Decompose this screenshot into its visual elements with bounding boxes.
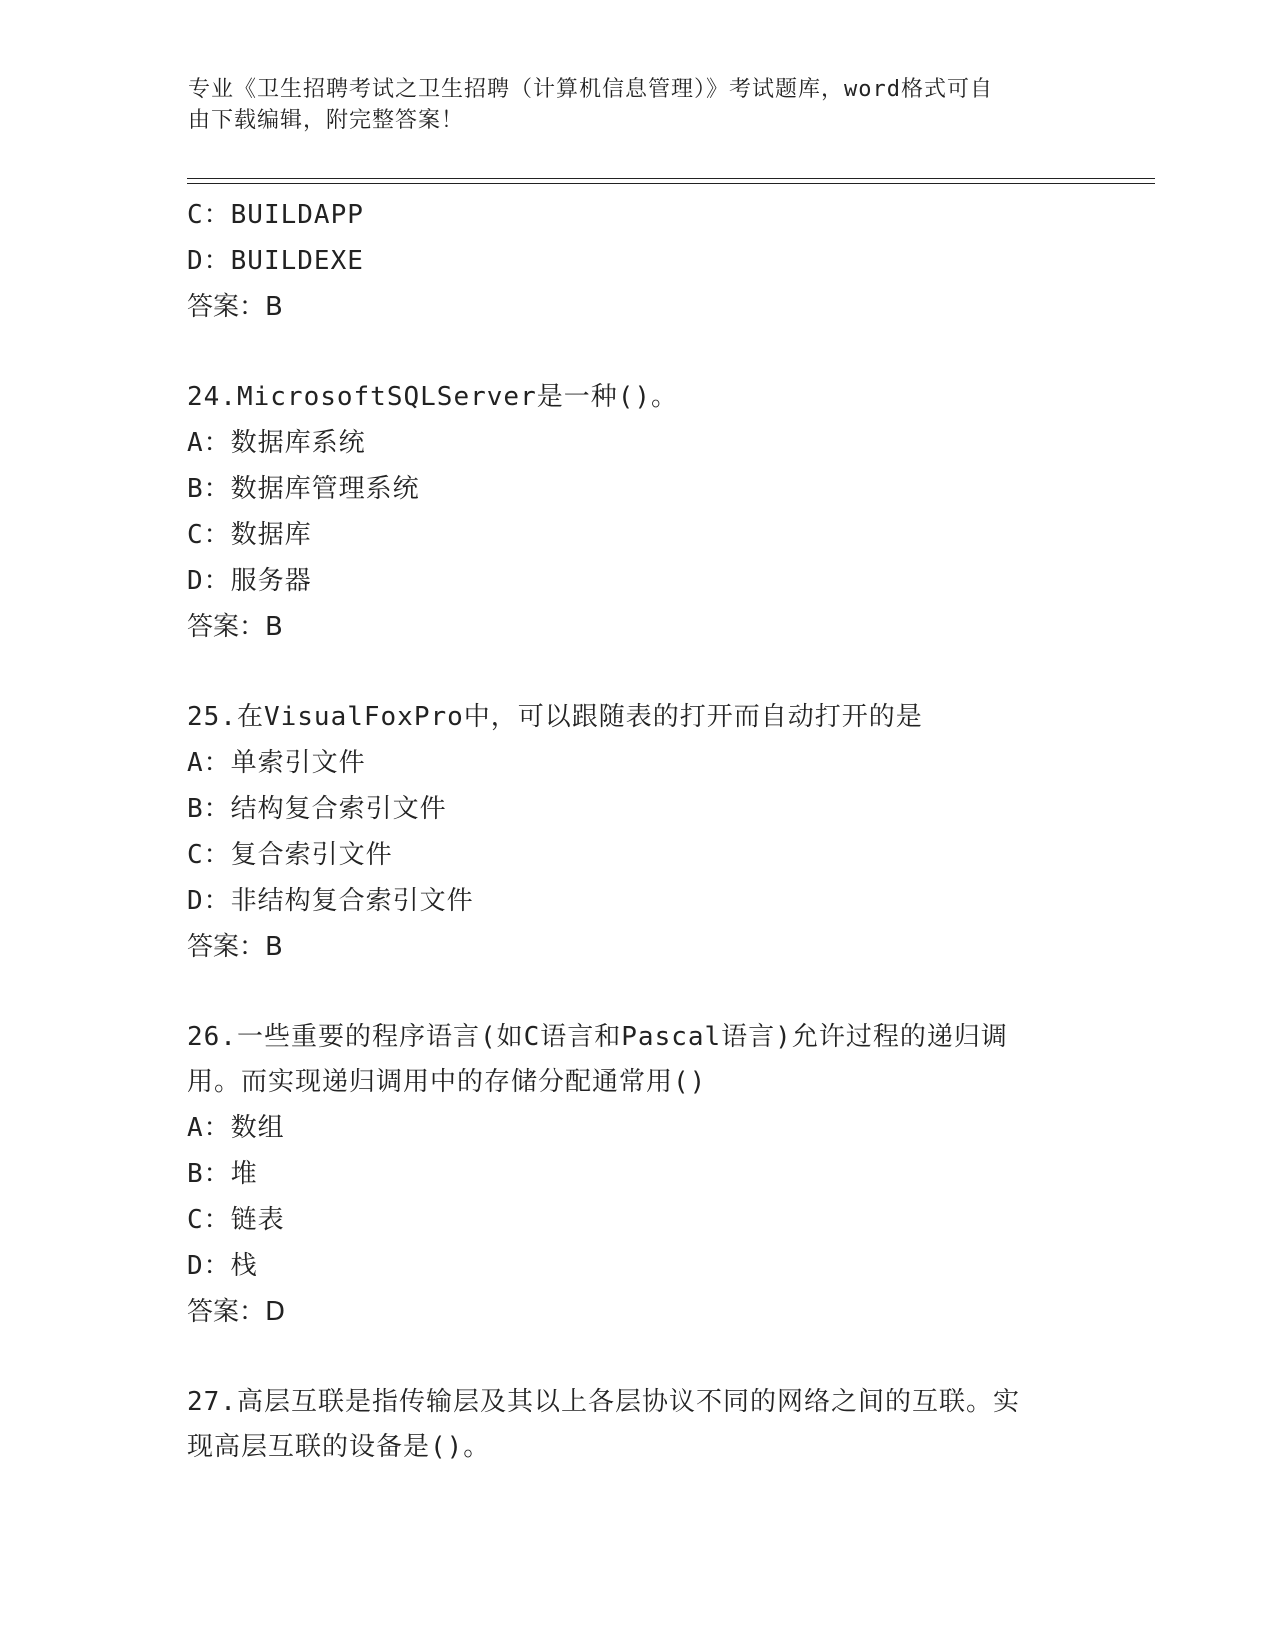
question-text: 24.MicrosoftSQLServer是一种()。	[187, 382, 679, 412]
option-a: A：单索引文件	[187, 748, 366, 778]
option-c: C：数据库	[187, 520, 312, 550]
question-text-line-2: 现高层互联的设备是()。	[187, 1432, 491, 1462]
header-rule-top	[187, 178, 1155, 179]
answer-label: 答案：B	[187, 932, 283, 962]
option-c: C：BUILDAPP	[187, 200, 364, 230]
question-list	[187, 192, 1087, 1470]
question-text-line-2: 用。而实现递归调用中的存储分配通常用()	[187, 1067, 707, 1097]
option-d: D：BUILDEXE	[187, 246, 364, 276]
question-text: 25.在VisualFoxPro中，可以跟随表的打开而自动打开的是	[187, 702, 923, 732]
header-line-2: 由下载编辑，附完整答案！	[188, 108, 465, 133]
question-block-25	[187, 695, 1087, 970]
header-line-1: 专业《卫生招聘考试之卫生招聘（计算机信息管理）》考试题库，word格式可自	[188, 77, 993, 102]
document-header	[188, 74, 1068, 136]
option-d: D：非结构复合索引文件	[187, 886, 474, 916]
option-a: A：数组	[187, 1113, 285, 1143]
option-b: B：结构复合索引文件	[187, 794, 447, 824]
question-block-26	[187, 1015, 1087, 1335]
answer-label: 答案：B	[187, 612, 283, 642]
option-d: D：服务器	[187, 566, 312, 596]
question-block-27	[187, 1380, 1087, 1470]
option-b: B：堆	[187, 1159, 258, 1189]
question-text-line-1: 27.高层互联是指传输层及其以上各层协议不同的网络之间的互联。实	[187, 1387, 1020, 1417]
question-block-prev	[187, 192, 1087, 330]
option-c: C：链表	[187, 1205, 285, 1235]
option-b: B：数据库管理系统	[187, 474, 420, 504]
question-block-24	[187, 375, 1087, 650]
header-rule-bottom	[187, 183, 1155, 184]
answer-label: 答案：B	[187, 292, 283, 322]
option-d: D：栈	[187, 1251, 258, 1281]
option-a: A：数据库系统	[187, 428, 366, 458]
answer-label: 答案：D	[187, 1297, 286, 1327]
option-c: C：复合索引文件	[187, 840, 393, 870]
question-text-line-1: 26.一些重要的程序语言(如C语言和Pascal语言)允许过程的递归调	[187, 1022, 1008, 1052]
